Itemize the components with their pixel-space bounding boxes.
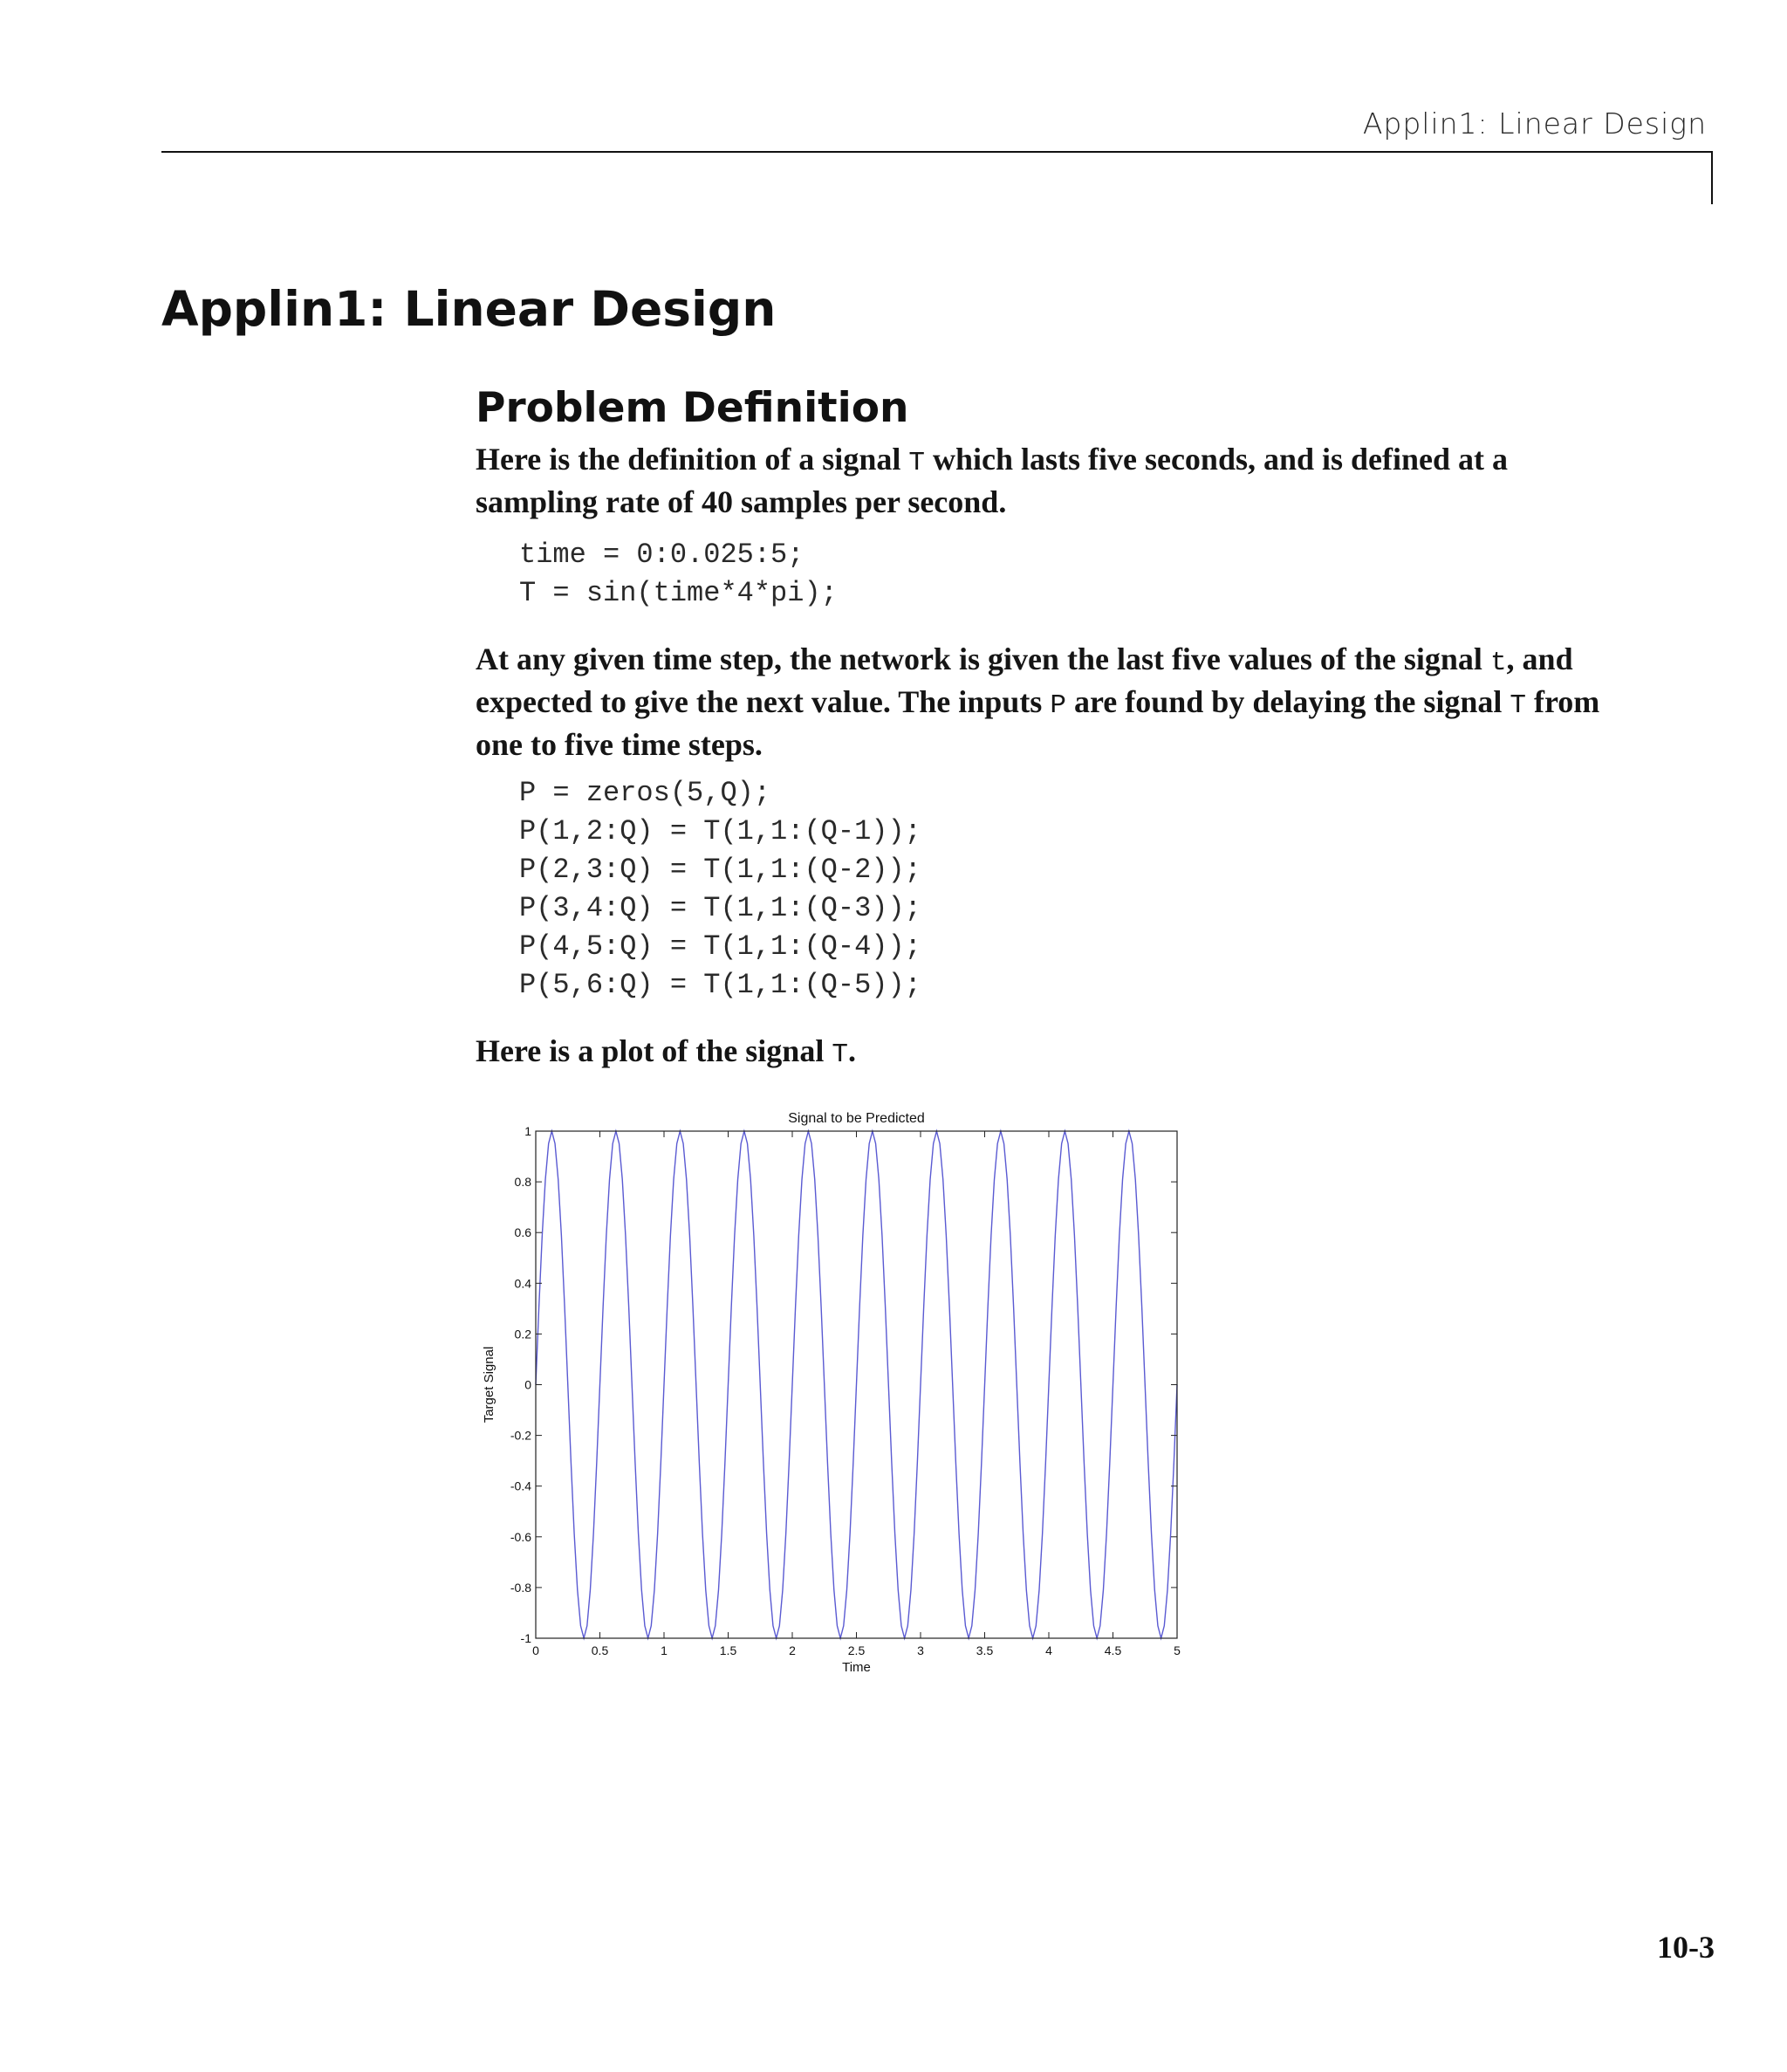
y-tick-label: 0.2 bbox=[514, 1327, 531, 1341]
page-number: 10-3 bbox=[1657, 1930, 1715, 1965]
x-tick-label: 3 bbox=[917, 1643, 924, 1657]
x-tick-label: 2.5 bbox=[847, 1643, 866, 1657]
text-run: Here is a plot of the signal bbox=[476, 1033, 832, 1068]
y-tick-label: 1 bbox=[524, 1124, 531, 1138]
code-line: P(3,4:Q) = T(1,1:(Q-3)); bbox=[519, 892, 921, 924]
code-line: time = 0:0.025:5; bbox=[519, 539, 804, 571]
chart-title: Signal to be Predicted bbox=[788, 1111, 925, 1126]
code-line: T = sin(time*4*pi); bbox=[519, 577, 838, 609]
y-tick-label: 0.6 bbox=[514, 1225, 531, 1240]
text-run: , and expected to give the next value. The inputs bbox=[476, 641, 1573, 719]
code-block-2 bbox=[519, 774, 921, 1005]
x-tick-label: 3.5 bbox=[976, 1643, 994, 1657]
y-tick-label: -0.6 bbox=[510, 1529, 531, 1544]
y-tick-label: 0 bbox=[524, 1377, 531, 1392]
paragraph-signal-definition bbox=[476, 440, 1636, 521]
x-tick-label: 5 bbox=[1174, 1643, 1181, 1657]
code-line: P(1,2:Q) = T(1,1:(Q-1)); bbox=[519, 815, 921, 847]
inline-code: T bbox=[1510, 690, 1526, 721]
x-tick-label: 2 bbox=[789, 1643, 796, 1657]
running-head: Applin1: Linear Design bbox=[1362, 106, 1707, 141]
x-tick-label: 1.5 bbox=[719, 1643, 737, 1657]
x-tick-label: 4 bbox=[1045, 1643, 1052, 1657]
y-tick-label: 0.4 bbox=[514, 1276, 531, 1291]
y-tick-label: -1 bbox=[520, 1631, 531, 1645]
inline-code: T bbox=[832, 1039, 848, 1070]
y-tick-label: -0.2 bbox=[510, 1428, 531, 1443]
x-axis-label: Time bbox=[842, 1660, 871, 1675]
inline-code: T bbox=[908, 448, 925, 478]
x-tick-label: 0.5 bbox=[591, 1643, 609, 1657]
text-run: Here is the definition of a signal bbox=[476, 442, 909, 477]
series-line-target-signal bbox=[536, 1131, 1177, 1638]
text-run: . bbox=[847, 1033, 856, 1068]
x-tick-label: 1 bbox=[661, 1643, 668, 1657]
chapter-title: Applin1: Linear Design bbox=[161, 281, 777, 337]
code-line: P(4,5:Q) = T(1,1:(Q-4)); bbox=[519, 930, 921, 963]
inline-code: t bbox=[1489, 648, 1507, 678]
paragraph-plot-intro bbox=[476, 1032, 1636, 1074]
x-tick-label: 4.5 bbox=[1104, 1643, 1122, 1657]
code-block-1 bbox=[519, 536, 838, 613]
x-tick-label: 0 bbox=[532, 1643, 539, 1657]
y-tick-label: 0.8 bbox=[514, 1175, 531, 1190]
paragraph-network-inputs bbox=[476, 640, 1636, 764]
section-title: Problem Definition bbox=[476, 384, 909, 432]
code-line: P = zeros(5,Q); bbox=[519, 777, 771, 809]
code-line: P(5,6:Q) = T(1,1:(Q-5)); bbox=[519, 969, 921, 1001]
text-run: At any given time step, the network is given the last five values of the signal bbox=[476, 641, 1490, 676]
text-run: from one to five time steps. bbox=[476, 684, 1600, 762]
y-tick-label: -0.8 bbox=[510, 1580, 531, 1595]
text-run: are found by delaying the signal bbox=[1065, 684, 1510, 719]
text-run: which lasts five seconds, and is defined at a sampling rate of 40 samples per second. bbox=[476, 442, 1509, 519]
code-line: P(2,3:Q) = T(1,1:(Q-2)); bbox=[519, 854, 921, 886]
signal-plot bbox=[476, 1101, 1191, 1686]
y-tick-label: -0.4 bbox=[510, 1479, 531, 1493]
header-rule bbox=[161, 151, 1712, 153]
signal-plot-figure bbox=[476, 1101, 1191, 1686]
inline-code: P bbox=[1050, 690, 1066, 721]
y-axis-label: Target Signal bbox=[482, 1346, 496, 1424]
header-rule-tick bbox=[1711, 151, 1713, 204]
